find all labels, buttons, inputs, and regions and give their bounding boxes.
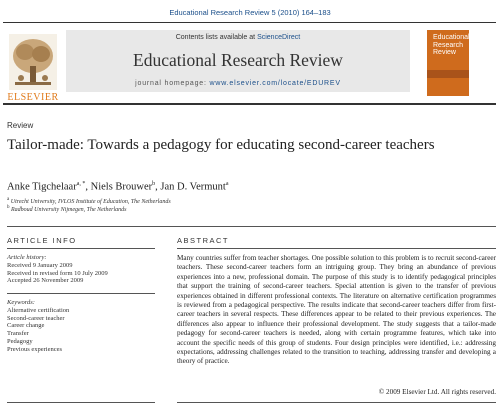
contents-prefix: Contents lists available at xyxy=(175,34,258,41)
article-info-heading: ARTICLE INFO xyxy=(7,236,77,245)
publisher-wordmark: ELSEVIER xyxy=(7,92,59,103)
author-name[interactable]: Jan D. Vermunt xyxy=(160,181,226,193)
affiliation xyxy=(7,197,171,205)
abstract-text: Many countries suffer from teacher shortages. One possible solution to this problem is to recruit second-career teachers. These second-career teachers form an intriguing group. They bring an abundance of previous experiences into a new, professional domain. The purpose of this study is to identify pedagogical principles that support the training of second-career teachers. Special attention is given to the transfer of previous experiences obtained in different professional contexts. The literature on alternative certification programmes is reviewed from a pedagogical perspective. The results indicate that second-career teachers differ from first-career teachers in several respects. These differences appear to be related to their previous experiences. The differences also appear to influence their professional development. The study suggests that a tailor-made pedagogy for second-career teachers is needed, along with certain programme features, which take into account the specific needs of this group of students. Four design principles were identified, i.e.: addressing expectations, addressing challenges related to the transition to teaching, addressing transfer and developing a theory of practice. xyxy=(177,254,496,366)
affiliation-text: Utrecht University, IVLOS Institute of Education, The Netherlands xyxy=(10,199,171,205)
affiliation-text: Radboud University Nijmegen, The Netherlands xyxy=(11,207,127,213)
history-item: Received 9 January 2009 xyxy=(7,261,73,269)
affiliation-sup: b xyxy=(7,205,10,210)
keyword-item: Pedagogy xyxy=(7,337,33,345)
history-item: Accepted 26 November 2009 xyxy=(7,277,84,285)
article-type: Review xyxy=(7,121,34,130)
keywords-heading: Keywords: xyxy=(7,299,35,306)
section-divider xyxy=(7,226,496,227)
article-history xyxy=(7,254,108,285)
author-separator: , xyxy=(85,181,91,193)
keyword-item: Second-career teacher xyxy=(7,314,65,322)
article-info-rule xyxy=(7,248,155,249)
cover-band xyxy=(427,70,469,78)
journal-homepage xyxy=(66,80,410,87)
author-list xyxy=(7,181,229,193)
author-separator: , xyxy=(155,181,161,193)
author-sup[interactable]: a xyxy=(225,181,229,187)
info-divider xyxy=(7,293,155,294)
author-sup[interactable]: a, * xyxy=(76,181,86,187)
keyword-item: Career change xyxy=(7,322,45,330)
top-rule xyxy=(3,22,496,23)
affiliation-sup: a xyxy=(7,197,10,202)
author-name[interactable]: Niels Brouwer xyxy=(90,181,153,193)
author-sup[interactable]: b xyxy=(152,181,156,187)
journal-reference[interactable]: Educational Research Review 5 (2010) 164–183 xyxy=(169,8,331,17)
contents-line xyxy=(66,34,410,41)
sciencedirect-link[interactable]: ScienceDirect xyxy=(257,34,301,41)
abstract-heading: ABSTRACT xyxy=(177,236,230,245)
keyword-item: Previous experiences xyxy=(7,345,63,353)
homepage-prefix: journal homepage: xyxy=(135,80,210,87)
keyword-item: Transfer xyxy=(7,330,29,338)
history-item: Received in revised form 10 July 2009 xyxy=(7,269,108,277)
journal-cover-thumbnail[interactable] xyxy=(427,30,469,96)
affiliation xyxy=(7,205,127,213)
abstract-rule xyxy=(177,248,496,249)
homepage-link[interactable]: www.elsevier.com/locate/EDUREV xyxy=(209,80,341,87)
article-info-bottom-rule xyxy=(7,402,155,403)
keywords-block xyxy=(7,299,69,354)
keyword-item: Alternative certification xyxy=(7,306,70,314)
article-title: Tailor-made: Towards a pedagogy for educating second-career teachers xyxy=(7,137,435,153)
elsevier-tree-logo xyxy=(3,30,63,100)
copyright-notice: © 2009 Elsevier Ltd. All rights reserved. xyxy=(378,388,496,396)
author-name[interactable]: Anke Tigchelaar xyxy=(7,181,77,193)
history-heading: Article history: xyxy=(7,254,47,261)
masthead-rule xyxy=(3,103,496,105)
abstract-bottom-rule xyxy=(177,402,496,403)
journal-title: Educational Research Review xyxy=(133,50,343,70)
cover-title: Educational Research Review xyxy=(433,34,470,56)
